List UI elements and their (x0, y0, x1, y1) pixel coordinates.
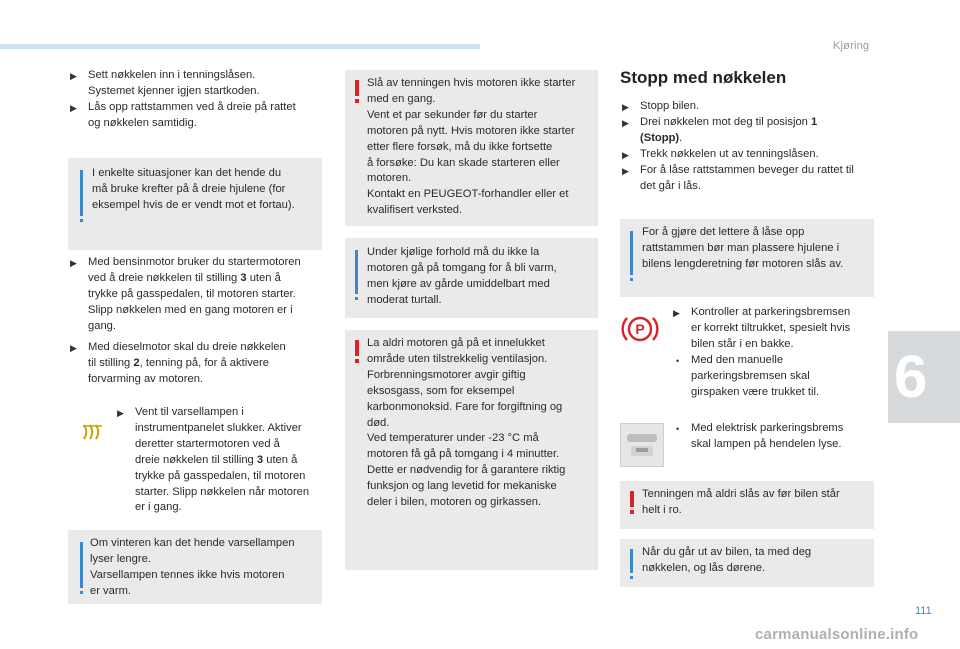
text-line: motoren på nytt. Hvis motoren ikke starter (367, 124, 575, 137)
text-line: Slå av tenningen hvis motoren ikke starter (367, 77, 576, 89)
text-line: motoren få gå på tomgang i 4 minutter. (367, 448, 560, 461)
glow-bullet (117, 405, 324, 516)
info-box (68, 530, 322, 604)
text-line: starter. Slipp nøkkelen når motoren (135, 485, 310, 498)
info-box (345, 238, 598, 318)
arrow-bullet-icon: ▶ (622, 102, 629, 112)
text-line: gang. (88, 319, 116, 332)
text-line: Vent et par sekunder før du starter (367, 108, 538, 121)
text-line: skal lampen på hendelen lyse. (691, 437, 842, 450)
text-line: Lås opp rattstammen ved å dreie på rattet (88, 100, 296, 113)
text-line: område uten tilstrekkelig ventilasjon. (367, 352, 548, 365)
section-label: Kjøring (833, 40, 870, 52)
text-line: trykke på gasspedalen, til motoren starter. (88, 287, 296, 300)
info-icon (80, 542, 83, 588)
text-line: Under kjølige forhold må du ikke la (367, 246, 540, 258)
text-line: rattstammen bør man plassere hjulene i (642, 241, 840, 254)
warning-icon (630, 491, 634, 507)
text-line: Med elektrisk parkeringsbrems (691, 422, 844, 434)
text-line: Forbrenningsmotorer avgir giftig (367, 368, 526, 381)
text-line: instrumentpanelet slukker. Aktiver (135, 421, 302, 434)
text-line: Ved temperaturer under -23 °C må (367, 432, 539, 445)
text-line: Vent til varsellampen i (135, 406, 244, 418)
text-line: Slipp nøkkelen med en gang motoren er i (88, 303, 293, 316)
text-line: funksjon og lang levetid for mekaniske (367, 480, 557, 493)
parking-bullets (673, 305, 873, 400)
text-line: det går i lås. (640, 179, 701, 192)
info-icon (355, 250, 358, 294)
text-line: til stilling 2, tenning på, for å aktivere (88, 356, 269, 369)
info-icon (630, 549, 633, 573)
text-line: dreie nøkkelen til stilling 3 uten å (135, 453, 298, 466)
text-line: (Stopp). (640, 131, 683, 144)
chapter-number: 6 (894, 343, 928, 410)
text-line: motoren. (367, 172, 412, 185)
arrow-bullet-icon: ▶ (70, 258, 77, 268)
warning-icon (355, 80, 359, 96)
svg-text:P: P (635, 321, 645, 337)
text-line: bilens lengderetning før motoren slås av. (642, 257, 844, 270)
text-line: parkeringsbremsen skal (691, 369, 810, 382)
text-line: deretter startermotoren ved å (135, 437, 280, 450)
arrow-bullet-icon: ▶ (622, 117, 629, 128)
list-item (117, 405, 324, 516)
text-line: å forsøke: Du kan skade starteren eller (367, 156, 560, 169)
text-line: Om vinteren kan det hende varsellampen (90, 537, 295, 549)
arrow-bullet-icon: ▶ (70, 102, 77, 113)
diesel-bullet (70, 340, 322, 388)
arrow-bullet-icon: ▶ (70, 343, 77, 353)
text-line: Drei nøkkelen mot deg til posisjon 1 (640, 115, 818, 128)
page-number: 111 (915, 605, 932, 617)
text-line: Varsellampen tennes ikke hvis motoren (90, 568, 285, 581)
text-line: er varm. (90, 584, 132, 597)
list-item (70, 68, 320, 100)
list-item (70, 340, 322, 388)
text-line: er i gang. (135, 501, 182, 514)
electric-brake-bullet (673, 421, 873, 453)
text-line: men kjøre av gårde umiddelbart med (367, 277, 550, 290)
text-line: Med dieselmotor skal du dreie nøkkelen (88, 341, 286, 353)
text-line: og nøkkelen samtidig. (88, 116, 197, 129)
arrow-bullet-icon: ▶ (673, 308, 680, 318)
list-item (673, 305, 873, 353)
info-box (620, 219, 874, 297)
arrow-bullet-icon: ▶ (622, 149, 629, 160)
list-item (622, 147, 874, 163)
glow-plug-warning-icon (82, 424, 104, 440)
text-line: død. (367, 416, 390, 429)
arrow-bullet-icon: ▶ (117, 408, 124, 418)
text-line: Trekk nøkkelen ut av tenningslåsen. (640, 147, 819, 160)
text-line: nøkkelen, og lås dørene. (642, 561, 766, 574)
intro-bullets (70, 68, 320, 132)
text-line: med en gang. (367, 92, 436, 105)
text-line: motoren gå på tomgang for å bli varm, (367, 261, 557, 274)
text-line: Stopp bilen. (640, 100, 700, 112)
electric-parking-brake-icon (620, 423, 664, 467)
text-line: Sett nøkkelen inn i tenningslåsen. (88, 69, 256, 81)
text-line: girspaken være trukket til. (691, 385, 820, 398)
brake-lever-icon (621, 424, 663, 466)
text-line: Tenningen må aldri slås av før bilen står (642, 488, 840, 500)
text-line: Dette er nødvendig for å garantere riktig (367, 464, 566, 477)
list-item (622, 115, 874, 147)
arrow-bullet-icon: ▶ (70, 71, 77, 81)
petrol-bullet (70, 255, 322, 335)
text-line: forvarming av motoren. (88, 372, 204, 385)
text-line: ved å dreie nøkkelen til stilling 3 uten å (88, 271, 281, 284)
chapter-tab (888, 331, 960, 423)
text-line: Når du går ut av bilen, ta med deg (642, 546, 812, 558)
list-item (622, 99, 874, 115)
stop-steps (622, 99, 874, 194)
text-line: kvalifisert verksted. (367, 204, 463, 217)
text-line: deler i bilen, motoren og girkassen. (367, 496, 542, 509)
text-line: I enkelte situasjoner kan det hende du (92, 167, 282, 179)
info-icon (80, 170, 83, 216)
info-box (620, 539, 874, 587)
text-line: er korrekt tiltrukket, spesielt hvis (691, 321, 851, 334)
dot-bullet-icon: • (676, 355, 680, 366)
text-line: Kontakt en PEUGEOT-forhandler eller et (367, 188, 569, 201)
warning-box (345, 330, 598, 570)
list-item (622, 163, 874, 195)
header-accent-bar (0, 44, 480, 49)
section-heading: Stopp med nøkkelen (620, 68, 787, 87)
list-item (673, 353, 873, 401)
text-line: Systemet kjenner igjen startkoden. (88, 84, 260, 97)
parking-brake-icon (621, 312, 659, 346)
text-line: Med den manuelle (691, 353, 784, 366)
list-item (673, 421, 873, 453)
info-icon (630, 231, 633, 275)
warning-box (345, 70, 598, 226)
text-line: eksempel hvis de er vendt mot et fortau). (92, 198, 295, 211)
text-line: etter flere forsøk, må du ikke fortsette (367, 140, 553, 153)
text-line: Med bensinmotor bruker du startermotoren (88, 256, 301, 268)
text-line: lyser lengre. (90, 552, 151, 565)
text-line: helt i ro. (642, 503, 682, 516)
text-line: moderat turtall. (367, 293, 442, 306)
text-line: For å gjøre det lettere å låse opp (642, 226, 805, 238)
dot-bullet-icon: • (676, 424, 680, 434)
text-line: bilen står i en bakke. (691, 337, 794, 350)
arrow-bullet-icon: ▶ (622, 165, 629, 176)
warning-icon (355, 340, 359, 356)
text-line: La aldri motoren gå på et innelukket (367, 337, 545, 349)
text-line: må bruke krefter på å dreie hjulene (for (92, 182, 286, 195)
list-item (70, 100, 320, 132)
watermark: carmanualsonline.info (755, 626, 919, 643)
text-line: For å låse rattstammen beveger du rattet til (640, 163, 854, 176)
list-item (70, 255, 322, 335)
text-line: eksosgass, som for eksempel (367, 384, 515, 397)
info-box (68, 158, 322, 250)
warning-box (620, 481, 874, 529)
text-line: trykke på gasspedalen, til motoren (135, 469, 306, 482)
text-line: karbonmonoksid. Fare for forgiftning og (367, 400, 563, 413)
text-line: Kontroller at parkeringsbremsen (691, 306, 851, 318)
